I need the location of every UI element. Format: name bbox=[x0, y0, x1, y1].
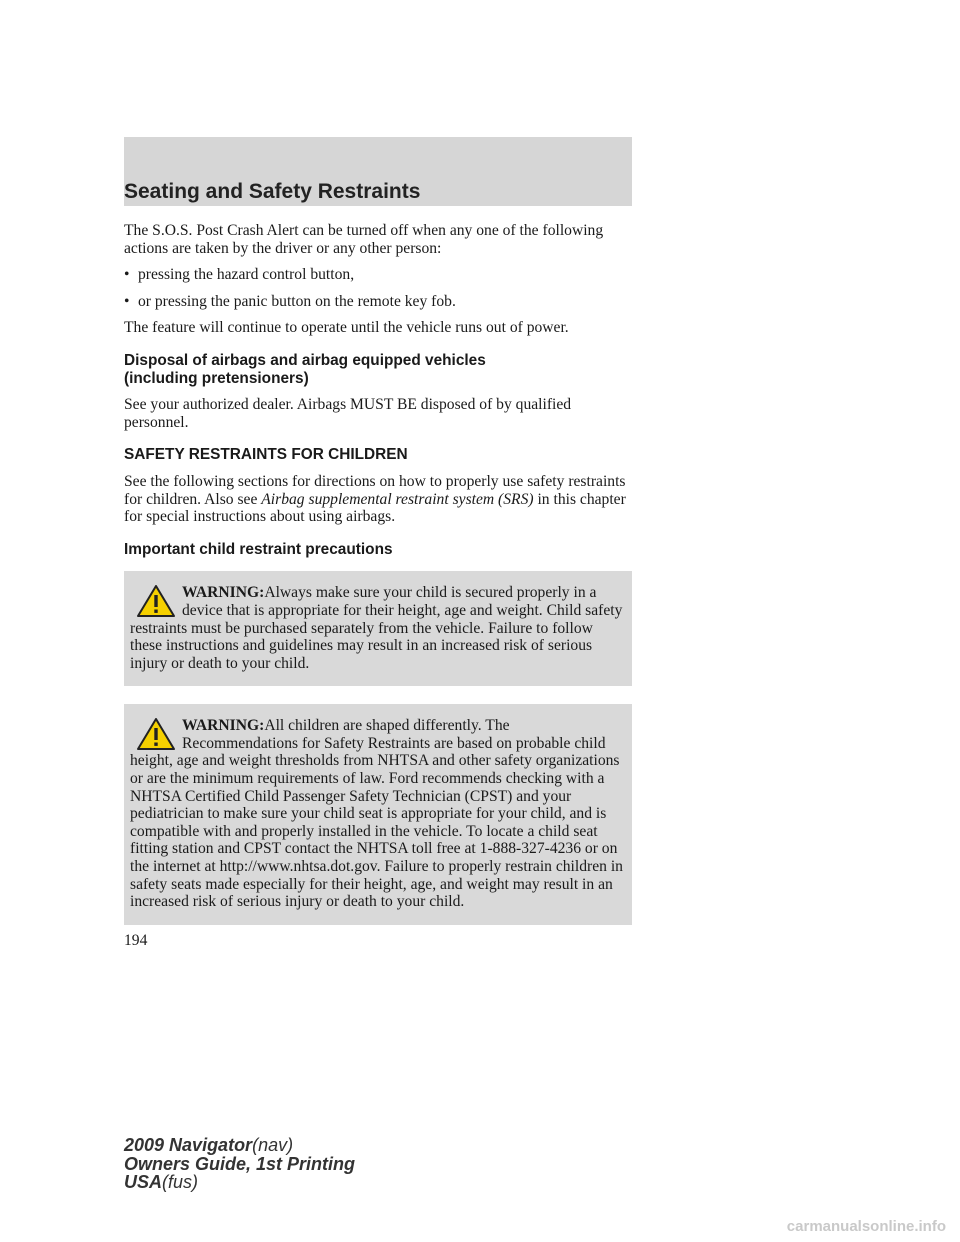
warning-triangle-icon bbox=[136, 584, 176, 618]
bullet-dot: • bbox=[124, 266, 130, 284]
warning-text: All children are shaped differently. The Recommendations for Safety Restraints are based on probable child height, age and weight thresholds from NHTSA and other safety organizations or are the minimum requirements of law. Ford recommends checking with a NHTSA Certified Child Passenger Safety Technician (CPST) and your pediatrician to make sure your child seat is appropriate for your child, and is compatible with and properly installed in the vehicle. To locate a child seat fitting station and CPST contact the NHTSA toll free at 1-888-327-4236 or on the internet at http://www.nhtsa.dot.gov. Failure to properly restrain children in safety seats made especially for their height, age, and weight may result in an increased risk of serious injury or death to your child. bbox=[130, 717, 623, 911]
children-text-a: See the following sections for directions on how to properly use safety restraints for children. Also see bbox=[124, 472, 626, 508]
srs-reference: Airbag supplemental restraint system (SRS) bbox=[261, 490, 534, 508]
site-watermark: carmanualsonline.info bbox=[786, 1218, 946, 1235]
warning-label: WARNING: bbox=[182, 584, 265, 602]
imprint-model-code: (nav) bbox=[252, 1135, 294, 1155]
disposal-heading bbox=[124, 352, 632, 387]
page-number: 194 bbox=[124, 932, 148, 949]
list-item bbox=[124, 266, 632, 284]
imprint-model: 2009 Navigator bbox=[124, 1135, 253, 1155]
imprint-model-line bbox=[124, 1136, 355, 1155]
bullet-dot: • bbox=[124, 292, 130, 310]
bullet-text: or pressing the panic button on the remote key fob. bbox=[138, 292, 456, 310]
warning-box bbox=[124, 704, 632, 925]
disposal-heading-line2: (including pretensioners) bbox=[124, 369, 309, 387]
warning-box bbox=[124, 571, 632, 686]
disposal-heading-line1: Disposal of airbags and airbag equipped vehicles bbox=[124, 351, 486, 369]
section-title: Seating and Safety Restraints bbox=[124, 180, 421, 203]
imprint-market-line bbox=[124, 1173, 355, 1192]
print-imprint bbox=[124, 1136, 355, 1192]
warning-label: WARNING: bbox=[182, 717, 265, 735]
page-content bbox=[124, 222, 632, 943]
children-heading: SAFETY RESTRAINTS FOR CHILDREN bbox=[124, 446, 408, 464]
warning-text: Always make sure your child is secured properly in a device that is appropriate for their height, age and weight. Child safety restraints must be purchased separately from the vehicle. Failure to follow these instructions and guidelines may result in an increased risk of serious injury or death to your child. bbox=[130, 584, 623, 672]
disposal-paragraph: See your authorized dealer. Airbags MUST BE disposed of by qualified personnel. bbox=[124, 396, 572, 431]
list-item bbox=[124, 293, 632, 311]
continue-paragraph: The feature will continue to operate until the vehicle runs out of power. bbox=[124, 319, 569, 337]
intro-paragraph: The S.O.S. Post Crash Alert can be turned off when any one of the following actions are taken by the driver or any other person: bbox=[124, 222, 604, 257]
children-text-b: in this chapter for special instructions about using airbags. bbox=[124, 490, 626, 526]
imprint-market: USA bbox=[124, 1172, 163, 1192]
bullet-text: pressing the hazard control button, bbox=[138, 266, 355, 284]
imprint-guide: Owners Guide, 1st Printing bbox=[124, 1153, 356, 1174]
imprint-market-code: (fus) bbox=[162, 1172, 199, 1192]
precautions-heading: Important child restraint precautions bbox=[124, 540, 393, 558]
warning-triangle-icon bbox=[136, 717, 176, 751]
children-paragraph bbox=[124, 473, 632, 526]
